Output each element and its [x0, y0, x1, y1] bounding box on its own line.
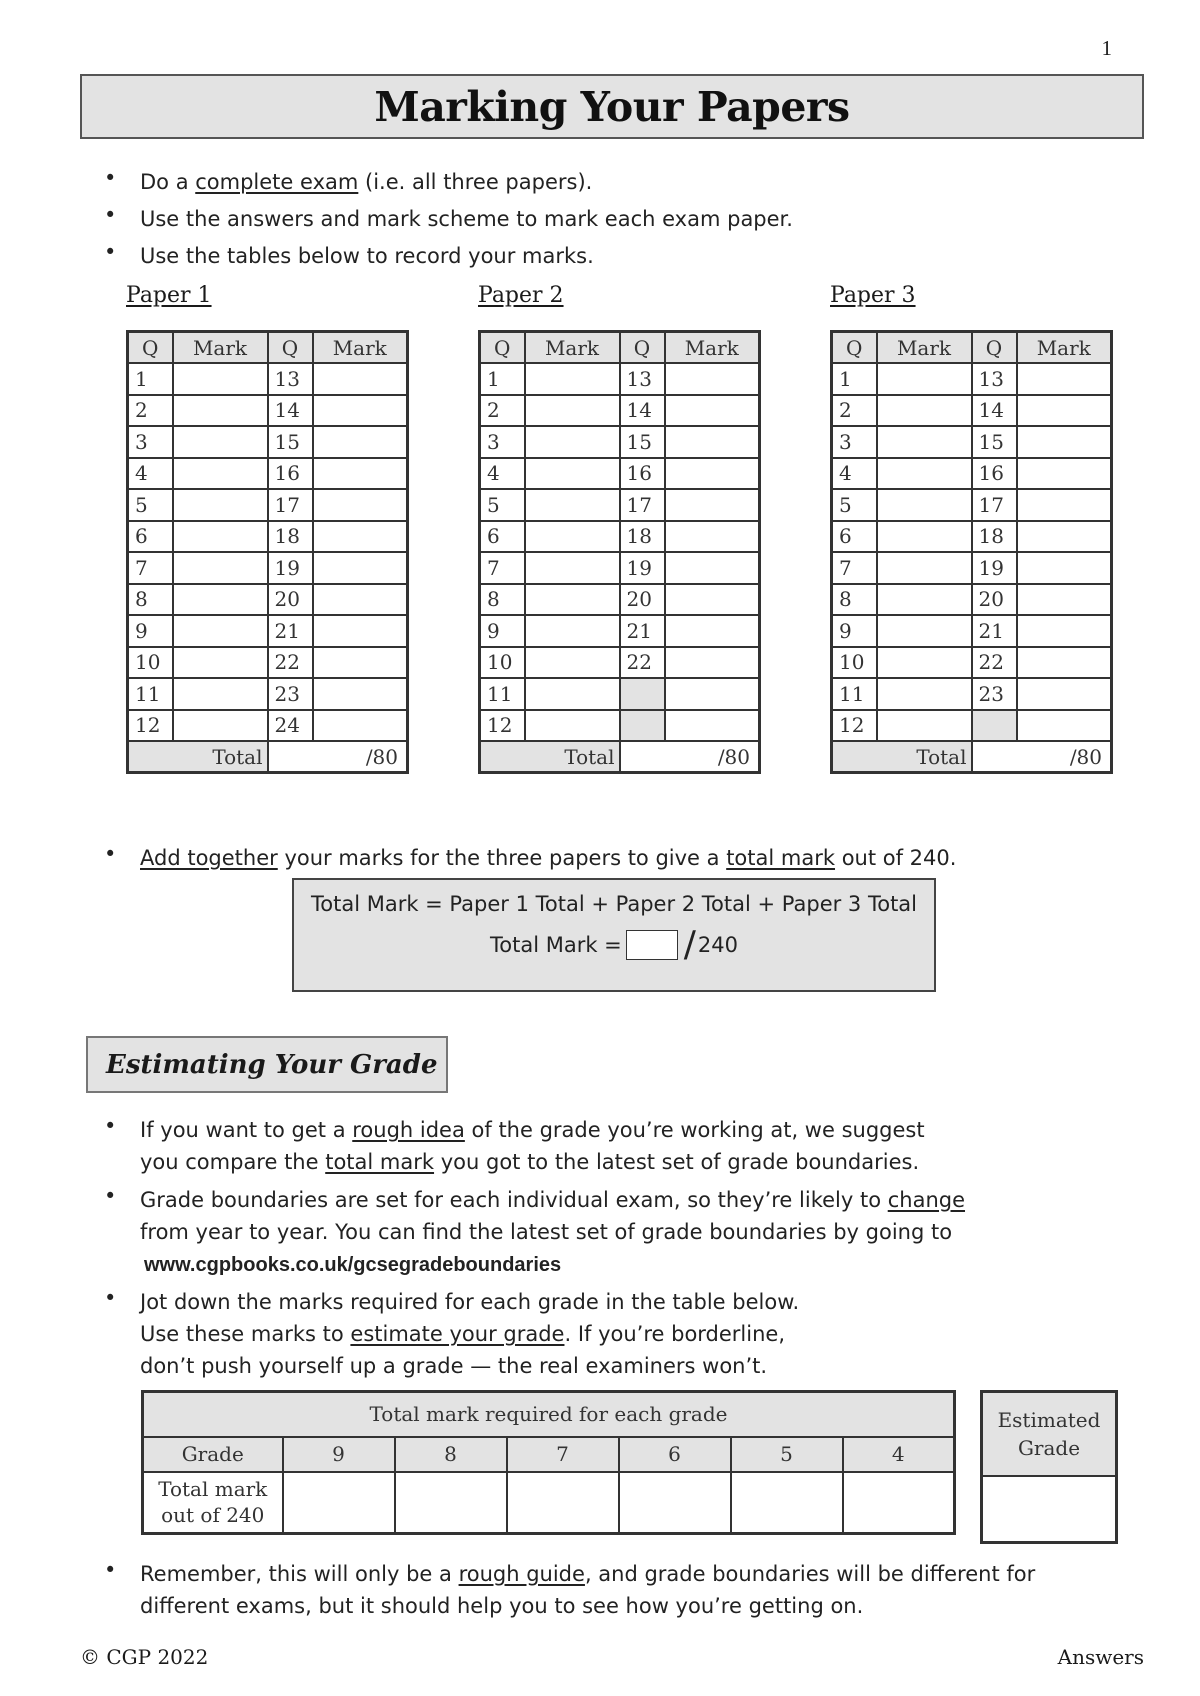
table-row [480, 678, 760, 710]
question-number: 5 [128, 489, 173, 521]
grade-label: Grade [143, 1437, 283, 1472]
grade-boundaries-table [141, 1390, 956, 1535]
mark-cell[interactable] [525, 458, 620, 490]
question-number: 14 [620, 395, 665, 427]
mark-cell[interactable] [173, 458, 268, 490]
total-mark-label: Total Mark = [489, 933, 622, 957]
table-row [832, 710, 1112, 742]
question-number: 6 [480, 521, 525, 553]
question-number: 21 [972, 615, 1017, 647]
table-row [480, 426, 760, 458]
question-number: 4 [480, 458, 525, 490]
question-number: 18 [972, 521, 1017, 553]
q-header: Q [480, 332, 525, 364]
text: you got to the latest set of grade boundaries. [434, 1150, 920, 1174]
mark-cell[interactable] [173, 584, 268, 616]
mark-cell[interactable] [877, 363, 972, 395]
grade-boundaries-url[interactable]: www.cgpbooks.co.uk/gcsegradeboundaries [144, 1254, 562, 1276]
mark-cell[interactable] [525, 678, 620, 710]
mark-cell[interactable] [665, 710, 760, 742]
table-row [480, 584, 760, 616]
mark-header: Mark [877, 332, 972, 364]
question-number: 19 [268, 552, 313, 584]
add-together-bullet [140, 842, 956, 874]
mark-cell[interactable] [173, 647, 268, 679]
underlined-text: rough guide [458, 1562, 585, 1586]
table-row [832, 584, 1112, 616]
grade-section-title: Estimating Your Grade [106, 1049, 438, 1080]
table-row [128, 678, 408, 710]
total-row [128, 741, 408, 773]
estimated-grade-input[interactable] [982, 1476, 1117, 1543]
question-number: 13 [972, 363, 1017, 395]
text: of the grade you’re working at, we suggest [464, 1118, 925, 1142]
question-number: 23 [972, 678, 1017, 710]
text: from year to year. You can find the latest set of grade boundaries by going to [140, 1220, 953, 1244]
table-row [832, 458, 1112, 490]
paper-3-heading: Paper 3 [830, 283, 916, 308]
table-row [128, 552, 408, 584]
page-number: 1 [1101, 36, 1112, 60]
total-formula: Total Mark = Paper 1 Total + Paper 2 Total + Paper 3 Total [310, 892, 918, 916]
q-header: Q [620, 332, 665, 364]
mark-cell[interactable] [1017, 584, 1112, 616]
question-number: 10 [832, 647, 877, 679]
paper-1-heading: Paper 1 [126, 283, 212, 308]
underlined-text: total mark [325, 1150, 435, 1174]
mark-cell[interactable] [173, 426, 268, 458]
text: . If you’re borderline, [564, 1322, 786, 1346]
mark-cell[interactable] [313, 584, 408, 616]
intro-bullet-2: Use the answers and mark scheme to mark each exam paper. [140, 207, 793, 231]
table-row [832, 552, 1112, 584]
question-number: 7 [832, 552, 877, 584]
mark-cell[interactable] [665, 647, 760, 679]
table-row [128, 647, 408, 679]
grade-column-header: 6 [619, 1437, 731, 1472]
question-number: 16 [268, 458, 313, 490]
mark-cell[interactable] [877, 489, 972, 521]
mark-cell[interactable] [525, 584, 620, 616]
grade-table-title: Total mark required for each grade [143, 1392, 955, 1437]
question-number: 15 [620, 426, 665, 458]
page-title: Marking Your Papers [374, 82, 850, 131]
table-row [128, 489, 408, 521]
grade-column-header: 8 [395, 1437, 507, 1472]
copyright: © CGP 2022 [80, 1645, 209, 1669]
grade-mark-cell[interactable] [395, 1472, 507, 1534]
total-row [832, 741, 1112, 773]
table-row [128, 521, 408, 553]
mark-header: Mark [173, 332, 268, 364]
mark-cell[interactable] [877, 647, 972, 679]
mark-cell[interactable] [313, 363, 408, 395]
grade-bullet-2 [140, 1184, 965, 1281]
grade-section-banner [86, 1036, 448, 1093]
mark-cell[interactable] [313, 710, 408, 742]
text: out of 240 [161, 1503, 265, 1528]
question-number: 3 [832, 426, 877, 458]
text: If you want to get a [140, 1118, 353, 1142]
question-number: 14 [972, 395, 1017, 427]
table-row [480, 615, 760, 647]
table-row [128, 426, 408, 458]
grade-mark-cell[interactable] [507, 1472, 619, 1534]
unused-question-cell [972, 710, 1017, 742]
question-number: 13 [620, 363, 665, 395]
table-row [832, 489, 1112, 521]
question-number: 22 [620, 647, 665, 679]
question-number: 16 [972, 458, 1017, 490]
question-number: 3 [128, 426, 173, 458]
table-row [832, 426, 1112, 458]
q-header: Q [972, 332, 1017, 364]
question-number: 13 [268, 363, 313, 395]
total-mark-input[interactable] [626, 930, 678, 960]
q-header: Q [268, 332, 313, 364]
title-banner [80, 74, 1144, 139]
question-number: 9 [832, 615, 877, 647]
question-number: 14 [268, 395, 313, 427]
paper-1-table [126, 330, 409, 774]
text: your marks for the three papers to give a [277, 846, 727, 870]
table-row [832, 615, 1112, 647]
question-number: 20 [972, 584, 1017, 616]
mark-cell[interactable] [665, 426, 760, 458]
question-number: 12 [480, 710, 525, 742]
table-row [480, 458, 760, 490]
mark-cell[interactable] [313, 615, 408, 647]
mark-cell[interactable] [313, 426, 408, 458]
table-row [832, 678, 1112, 710]
text: Remember, this will only be a [140, 1562, 459, 1586]
total-label: Total [832, 741, 972, 773]
bullet-marker: • [104, 842, 117, 866]
mark-cell[interactable] [525, 521, 620, 553]
table-row [832, 363, 1112, 395]
grade-mark-cell[interactable] [843, 1472, 955, 1534]
mark-cell[interactable] [877, 521, 972, 553]
question-number: 18 [620, 521, 665, 553]
text: , and grade boundaries will be different for [584, 1562, 1036, 1586]
mark-cell[interactable] [877, 678, 972, 710]
grade-bullet-4 [140, 1558, 1035, 1622]
mark-cell[interactable] [1017, 710, 1112, 742]
estimated-grade-header [982, 1392, 1117, 1477]
underlined-text: Add together [140, 846, 278, 870]
question-number: 22 [972, 647, 1017, 679]
mark-cell[interactable] [1017, 458, 1112, 490]
mark-cell[interactable] [525, 489, 620, 521]
mark-cell[interactable] [313, 489, 408, 521]
question-number: 7 [128, 552, 173, 584]
question-number: 21 [620, 615, 665, 647]
paper-total[interactable]: /80 [972, 741, 1112, 773]
question-number: 22 [268, 647, 313, 679]
mark-cell[interactable] [1017, 395, 1112, 427]
table-row [128, 458, 408, 490]
grade-mark-cell[interactable] [283, 1472, 395, 1534]
question-number: 5 [832, 489, 877, 521]
mark-cell[interactable] [665, 489, 760, 521]
question-number: 2 [832, 395, 877, 427]
mark-cell[interactable] [313, 395, 408, 427]
bullet-marker: • [104, 240, 117, 264]
slash: / [683, 924, 696, 965]
table-row [480, 552, 760, 584]
question-number: 19 [972, 552, 1017, 584]
footer-answers: Answers [1057, 1645, 1144, 1669]
question-number: 16 [620, 458, 665, 490]
mark-header: Mark [1017, 332, 1112, 364]
mark-cell[interactable] [1017, 489, 1112, 521]
table-row [128, 710, 408, 742]
table-row [480, 647, 760, 679]
text: Grade [1017, 1436, 1081, 1460]
grade-mark-cell[interactable] [619, 1472, 731, 1534]
question-number: 6 [832, 521, 877, 553]
question-number: 1 [128, 363, 173, 395]
question-number: 7 [480, 552, 525, 584]
mark-cell[interactable] [313, 521, 408, 553]
question-number: 9 [480, 615, 525, 647]
mark-cell[interactable] [313, 458, 408, 490]
text: out of 240. [835, 846, 957, 870]
mark-cell[interactable] [877, 552, 972, 584]
estimated-grade-table [980, 1390, 1118, 1544]
question-number: 11 [128, 678, 173, 710]
mark-cell[interactable] [665, 363, 760, 395]
question-number: 15 [972, 426, 1017, 458]
mark-cell[interactable] [1017, 678, 1112, 710]
table-row [128, 615, 408, 647]
table-row [128, 395, 408, 427]
question-number: 2 [480, 395, 525, 427]
table-row [480, 489, 760, 521]
question-number: 11 [480, 678, 525, 710]
table-row [832, 521, 1112, 553]
grade-bullet-3 [140, 1286, 799, 1382]
question-number: 4 [832, 458, 877, 490]
question-number: 20 [620, 584, 665, 616]
bullet-marker: • [104, 1184, 117, 1208]
mark-header: Mark [313, 332, 408, 364]
text: Jot down the marks required for each grade in the table below. [140, 1290, 800, 1314]
mark-cell[interactable] [665, 615, 760, 647]
mark-cell[interactable] [525, 710, 620, 742]
question-number: 8 [480, 584, 525, 616]
mark-cell[interactable] [173, 395, 268, 427]
mark-cell[interactable] [877, 710, 972, 742]
text: Do a [140, 170, 196, 194]
question-number: 17 [972, 489, 1017, 521]
table-row [832, 395, 1112, 427]
question-number: 17 [268, 489, 313, 521]
question-number: 2 [128, 395, 173, 427]
q-header: Q [128, 332, 173, 364]
mark-cell[interactable] [1017, 521, 1112, 553]
mark-cell[interactable] [313, 678, 408, 710]
mark-header: Mark [525, 332, 620, 364]
text: Total mark [158, 1477, 268, 1502]
mark-cell[interactable] [665, 521, 760, 553]
mark-cell[interactable] [665, 678, 760, 710]
mark-cell[interactable] [173, 363, 268, 395]
mark-cell[interactable] [525, 615, 620, 647]
total-row [480, 741, 760, 773]
mark-cell[interactable] [877, 458, 972, 490]
question-number: 15 [268, 426, 313, 458]
mark-cell[interactable] [1017, 426, 1112, 458]
mark-cell[interactable] [1017, 363, 1112, 395]
paper-total[interactable]: /80 [620, 741, 760, 773]
total-mark-box [292, 878, 936, 992]
text: (i.e. all three papers). [358, 170, 593, 194]
paper-2-table [478, 330, 761, 774]
table-row [480, 521, 760, 553]
question-number: 11 [832, 678, 877, 710]
table-row [480, 710, 760, 742]
mark-cell[interactable] [525, 363, 620, 395]
grade-column-header: 4 [843, 1437, 955, 1472]
mark-cell[interactable] [877, 584, 972, 616]
bullet-marker: • [104, 1558, 117, 1582]
mark-cell[interactable] [877, 615, 972, 647]
question-number: 5 [480, 489, 525, 521]
paper-2-heading: Paper 2 [478, 283, 564, 308]
question-number: 18 [268, 521, 313, 553]
unused-question-cell [620, 710, 665, 742]
mark-cell[interactable] [173, 552, 268, 584]
mark-cell[interactable] [877, 395, 972, 427]
bullet-marker: • [104, 166, 117, 190]
question-number: 1 [480, 363, 525, 395]
underlined-text: estimate your grade [350, 1322, 565, 1346]
question-number: 12 [832, 710, 877, 742]
question-number: 23 [268, 678, 313, 710]
mark-cell[interactable] [1017, 647, 1112, 679]
mark-cell[interactable] [665, 552, 760, 584]
table-row [128, 584, 408, 616]
intro-bullet-3: Use the tables below to record your marks. [140, 244, 594, 268]
table-row [480, 363, 760, 395]
table-row [128, 363, 408, 395]
paper-total[interactable]: /80 [268, 741, 408, 773]
paper-3-table [830, 330, 1113, 774]
underlined-text: rough idea [352, 1118, 465, 1142]
mark-cell[interactable] [665, 458, 760, 490]
mark-cell[interactable] [313, 647, 408, 679]
mark-cell[interactable] [877, 426, 972, 458]
question-number: 10 [480, 647, 525, 679]
total-out-of: 240 [697, 933, 738, 957]
text: Grade boundaries are set for each individual exam, so they’re likely to [140, 1188, 888, 1212]
question-number: 10 [128, 647, 173, 679]
question-number: 19 [620, 552, 665, 584]
question-number: 20 [268, 584, 313, 616]
question-number: 21 [268, 615, 313, 647]
text: Estimated [997, 1408, 1101, 1432]
table-row [832, 647, 1112, 679]
text: you compare the [140, 1150, 326, 1174]
grade-bullet-1 [140, 1114, 925, 1178]
q-header: Q [832, 332, 877, 364]
grade-column-header: 7 [507, 1437, 619, 1472]
question-number: 8 [832, 584, 877, 616]
question-number: 3 [480, 426, 525, 458]
grade-column-header: 5 [731, 1437, 843, 1472]
mark-cell[interactable] [665, 395, 760, 427]
mark-cell[interactable] [525, 552, 620, 584]
bullet-marker: • [104, 1286, 117, 1310]
question-number: 9 [128, 615, 173, 647]
underlined-text: total mark [726, 846, 836, 870]
mark-cell[interactable] [173, 710, 268, 742]
unused-question-cell [620, 678, 665, 710]
question-number: 12 [128, 710, 173, 742]
mark-cell[interactable] [525, 395, 620, 427]
total-mark-row-label [143, 1472, 283, 1534]
underlined-text: complete exam [195, 170, 359, 194]
text: different exams, but it should help you to see how you’re getting on. [140, 1594, 864, 1618]
table-row [480, 395, 760, 427]
mark-cell[interactable] [173, 678, 268, 710]
question-number: 24 [268, 710, 313, 742]
question-number: 4 [128, 458, 173, 490]
text: don’t push yourself up a grade — the real examiners won’t. [140, 1354, 768, 1378]
bullet-marker: • [104, 203, 117, 227]
question-number: 1 [832, 363, 877, 395]
question-number: 8 [128, 584, 173, 616]
mark-cell[interactable] [525, 426, 620, 458]
mark-cell[interactable] [173, 521, 268, 553]
intro-bullet-1 [140, 166, 592, 198]
grade-mark-cell[interactable] [731, 1472, 843, 1534]
mark-cell[interactable] [1017, 552, 1112, 584]
question-number: 17 [620, 489, 665, 521]
mark-cell[interactable] [173, 615, 268, 647]
bullet-marker: • [104, 1114, 117, 1138]
mark-cell[interactable] [313, 552, 408, 584]
grade-column-header: 9 [283, 1437, 395, 1472]
total-label: Total [480, 741, 620, 773]
total-label: Total [128, 741, 268, 773]
question-number: 6 [128, 521, 173, 553]
mark-cell[interactable] [665, 584, 760, 616]
mark-cell[interactable] [173, 489, 268, 521]
mark-header: Mark [665, 332, 760, 364]
underlined-text: change [887, 1188, 966, 1212]
mark-cell[interactable] [1017, 615, 1112, 647]
mark-cell[interactable] [525, 647, 620, 679]
text: Use these marks to [140, 1322, 351, 1346]
